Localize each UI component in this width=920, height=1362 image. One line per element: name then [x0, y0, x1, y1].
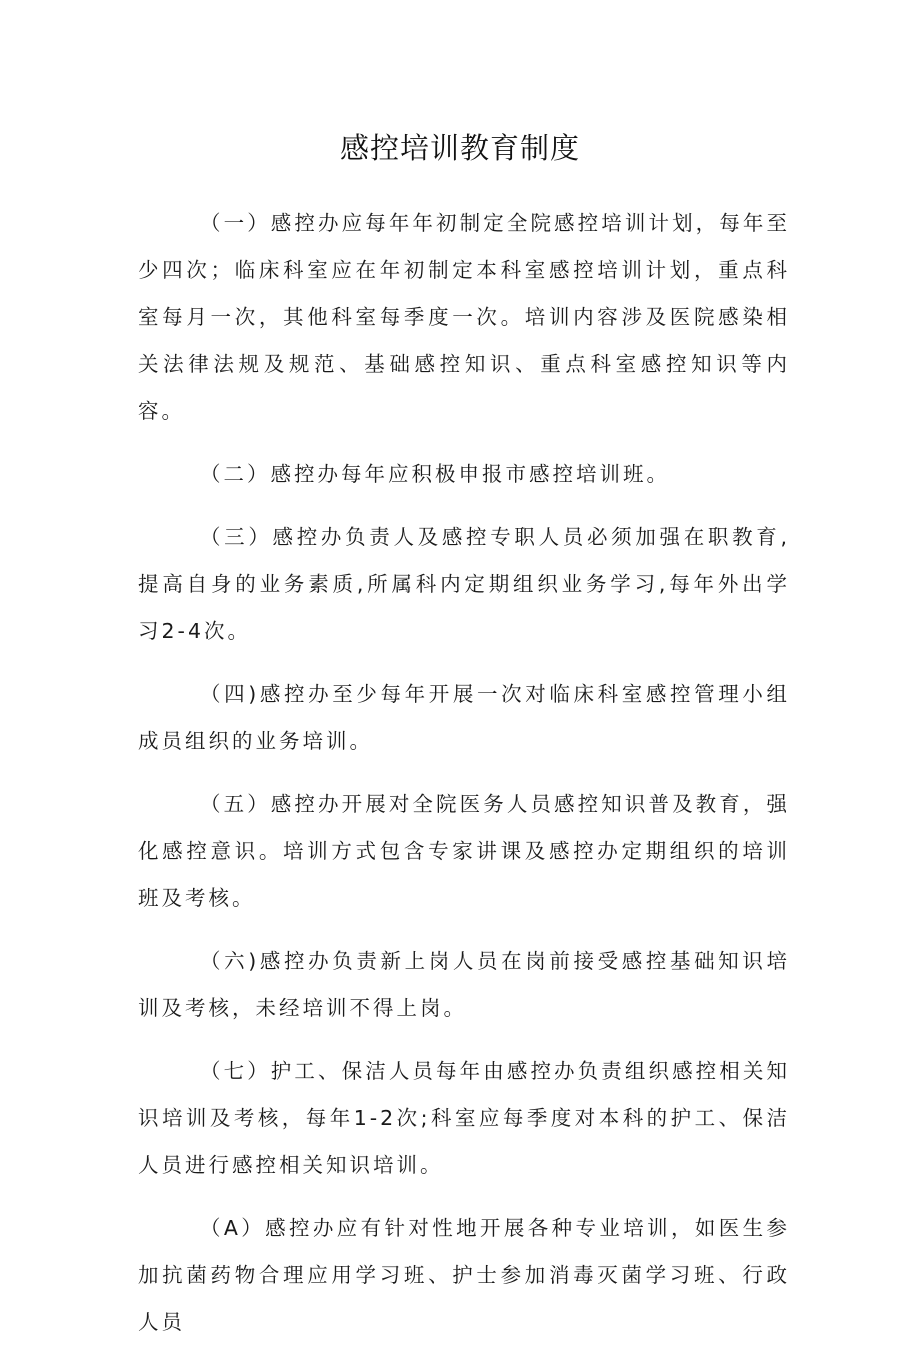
document-body	[138, 200, 790, 1362]
paragraph-5: （五）感控办开展对全院医务人员感控知识普及教育，强化感控意识。培训方式包含专家讲课及感控办定期组织的培训班及考核。	[138, 792, 790, 910]
paragraph-2: （二）感控办每年应积极申报市感控培训班。	[200, 462, 670, 486]
paragraph-4: （四)感控办至少每年开展一次对临床科室感控管理小组成员组织的业务培训。	[138, 682, 790, 753]
paragraph-6: （六)感控办负责新上岗人员在岗前接受感控基础知识培训及考核，未经培训不得上岗。	[138, 949, 790, 1020]
paragraph-3: （三）感控办负责人及感控专职人员必须加强在职教育,提高自身的业务素质,所属科内定期组织业务学习,每年外出学习2-4次。	[138, 525, 790, 643]
paragraph-8: （A）感控办应有针对性地开展各种专业培训，如医生参加抗菌药物合理应用学习班、护士参加消毒灭菌学习班、行政人员	[138, 1216, 790, 1334]
page-title: 感控培训教育制度	[339, 131, 580, 165]
paragraph-7: （七）护工、保洁人员每年由感控办负责组织感控相关知识培训及考核，每年1-2次;科室应每季度对本科的护工、保洁人员进行感控相关知识培训。	[138, 1059, 790, 1177]
paragraph-1: （一）感控办应每年年初制定全院感控培训计划，每年至少四次；临床科室应在年初制定本科室感控培训计划，重点科室每月一次，其他科室每季度一次。培训内容涉及医院感染相关法律法规及规范、基础感控知识、重点科室感控知识等内容。	[138, 211, 790, 423]
